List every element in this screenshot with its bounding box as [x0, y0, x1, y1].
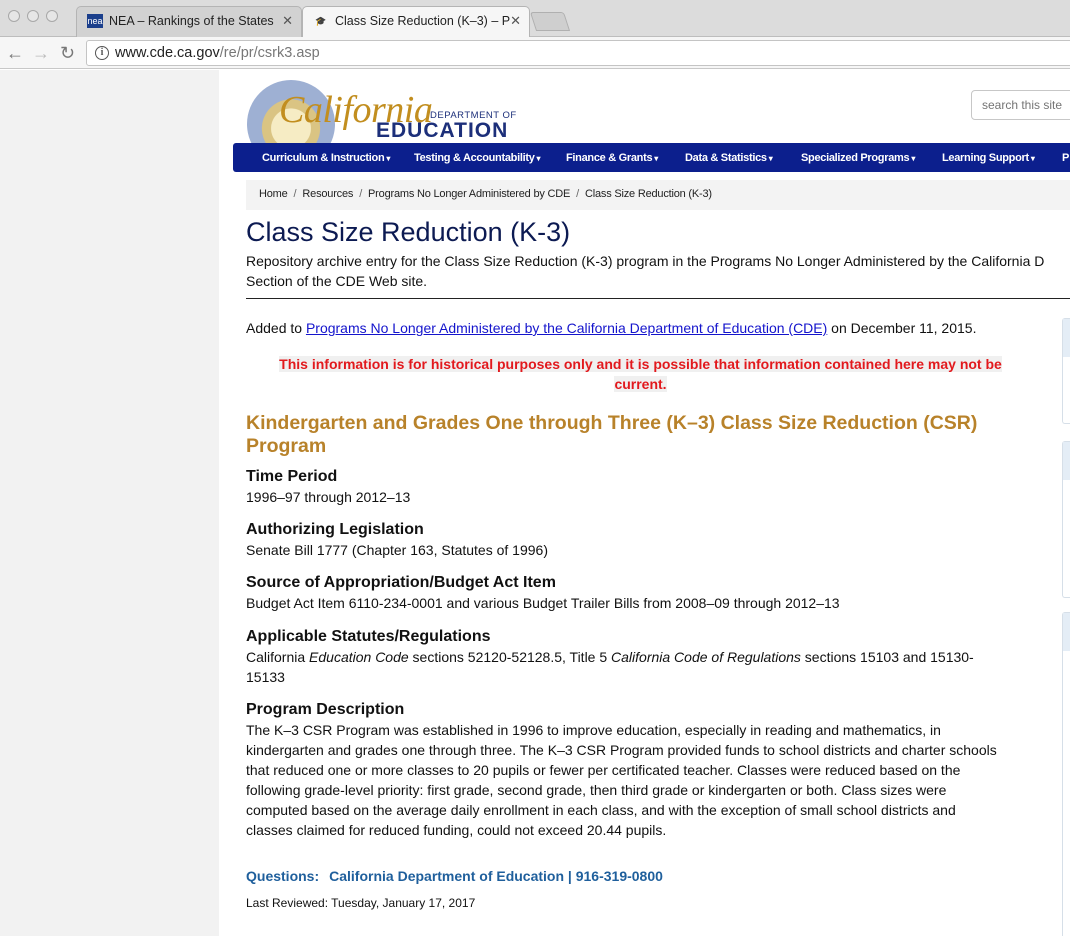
main-nav: [233, 143, 1070, 172]
browser-tab-bar: [0, 0, 1070, 37]
section-heading: Program Description: [246, 701, 405, 718]
logo-education: EDUCATION: [376, 119, 509, 142]
section-heading: Source of Appropriation/Budget Act Item: [246, 574, 556, 591]
breadcrumb-resources[interactable]: Resources: [302, 188, 354, 200]
logo-california: California: [279, 89, 433, 131]
nav-learning-support[interactable]: Learning Support ▾: [942, 152, 1035, 164]
search-input[interactable]: [971, 90, 1070, 120]
tab-label: NEA – Rankings of the States: [109, 14, 274, 28]
section-text: California Education Code sections 52120-52128.5, Title 5 California Code of Regulations sections 15103 and 15130- 15133: [246, 649, 974, 685]
side-panel: [1062, 318, 1070, 424]
address-bar: [0, 37, 1070, 69]
nea-favicon-icon: nea: [87, 16, 103, 26]
forward-arrow-icon[interactable]: →: [32, 43, 50, 63]
window-zoom-button[interactable]: [46, 10, 58, 22]
questions-contact: [246, 868, 663, 884]
caret-down-icon: ▾: [654, 154, 658, 163]
program-title: Kindergarten and Grades One through Three (K–3) Class Size Reduction (CSR) Program: [246, 412, 978, 457]
caret-down-icon: ▾: [386, 154, 391, 163]
nav-more[interactable]: P: [1062, 152, 1070, 164]
nav-finance[interactable]: Finance & Grants ▾: [566, 152, 658, 164]
tab-label: Class Size Reduction (K–3) – P: [335, 14, 511, 28]
contact-link[interactable]: California Department of Education | 916-319-0800: [329, 868, 663, 884]
back-arrow-icon[interactable]: ←: [6, 43, 24, 63]
logo-department: DEPARTMENT OF: [430, 110, 517, 121]
page-intro: Repository archive entry for the Class Size Reduction (K-3) program in the Programs No Longer Administered by the California D Section of the CDE Web site.: [246, 253, 1045, 289]
section-text: The K–3 CSR Program was established in 1996 to improve education, especially in reading and mathematics, in kindergarten and grades one through three. The K–3 CSR Program provided funds to school districts and charter schools that reduced one or more classes to 20 pupils or fewer per certificated teacher. Classes were reduced based on the following grade-level priority: first grade, second grade, then third grade or kindergarten or both. Class sizes were computed based on the average daily enrollment in each class, and with the exception of small school districts and classes claimed for reduced funding, could not exceed 20.44 pupils.: [246, 722, 997, 838]
added-notice: Added to Programs No Longer Administered by the California Department of Education (CDE) on December 11, 2015.: [246, 320, 977, 336]
section-text: Senate Bill 1777 (Chapter 163, Statutes of 1996): [246, 542, 548, 558]
section-time-period: [246, 467, 1046, 507]
section-legislation: [246, 520, 1046, 560]
nav-specialized[interactable]: Specialized Programs ▾: [801, 152, 916, 164]
historical-warning: This information is for historical purposes only and it is possible that information contained here may not be current.: [279, 356, 1002, 392]
divider: [246, 298, 1070, 299]
breadcrumb-home[interactable]: Home: [259, 188, 288, 200]
programs-no-longer-link[interactable]: Programs No Longer Administered by the California Department of Education (CDE): [305, 320, 828, 336]
section-heading: Applicable Statutes/Regulations: [246, 628, 491, 645]
page-content: [219, 70, 1070, 936]
page-title: Class Size Reduction (K-3): [246, 217, 571, 247]
caret-down-icon: ▾: [1030, 154, 1035, 163]
last-reviewed: Last Reviewed: Tuesday, January 17, 2017: [246, 896, 476, 910]
url-input[interactable]: [86, 40, 1070, 66]
section-heading: Time Period: [246, 468, 338, 485]
section-description: [246, 700, 1046, 840]
section-appropriation: [246, 573, 1046, 613]
side-panel: [1062, 441, 1070, 598]
window-close-button[interactable]: [8, 10, 20, 22]
nav-data[interactable]: Data & Statistics ▾: [685, 152, 773, 164]
graduation-cap-icon: 🎓: [315, 16, 327, 26]
section-heading: Authorizing Legislation: [246, 521, 424, 538]
nav-testing[interactable]: Testing & Accountability ▾: [414, 152, 541, 164]
tab-nea-rankings[interactable]: [76, 6, 302, 37]
section-text: 1996–97 through 2012–13: [246, 489, 411, 505]
caret-down-icon: ▾: [911, 154, 916, 163]
section-text: Budget Act Item 6110-234-0001 and various Budget Trailer Bills from 2008–09 through 2012–13: [246, 595, 840, 611]
section-statutes: [246, 627, 1046, 687]
caret-down-icon: ▾: [536, 154, 541, 163]
url-text: www.cde.ca.gov/re/pr/csrk3.asp: [115, 45, 320, 61]
questions-label: Questions:: [246, 868, 320, 884]
caret-down-icon: ▾: [768, 154, 773, 163]
breadcrumb-programs[interactable]: Programs No Longer Administered by CDE: [368, 188, 571, 200]
breadcrumb-current: Class Size Reduction (K-3): [585, 188, 712, 200]
side-panel: [1062, 612, 1070, 936]
new-tab-button[interactable]: [530, 12, 570, 31]
nav-curriculum[interactable]: Curriculum & Instruction ▾: [262, 152, 391, 164]
breadcrumb: Home / Resources / Programs No Longer Administered by CDE / Class Size Reduction (K-3): [246, 180, 1070, 210]
tab-class-size-reduction[interactable]: [302, 6, 530, 37]
page-left-margin: [0, 70, 219, 936]
reload-icon[interactable]: ↻: [60, 43, 76, 63]
close-tab-icon[interactable]: ✕: [282, 13, 293, 28]
window-minimize-button[interactable]: [27, 10, 39, 22]
info-icon[interactable]: i: [95, 46, 109, 60]
close-tab-icon[interactable]: ✕: [510, 13, 521, 28]
